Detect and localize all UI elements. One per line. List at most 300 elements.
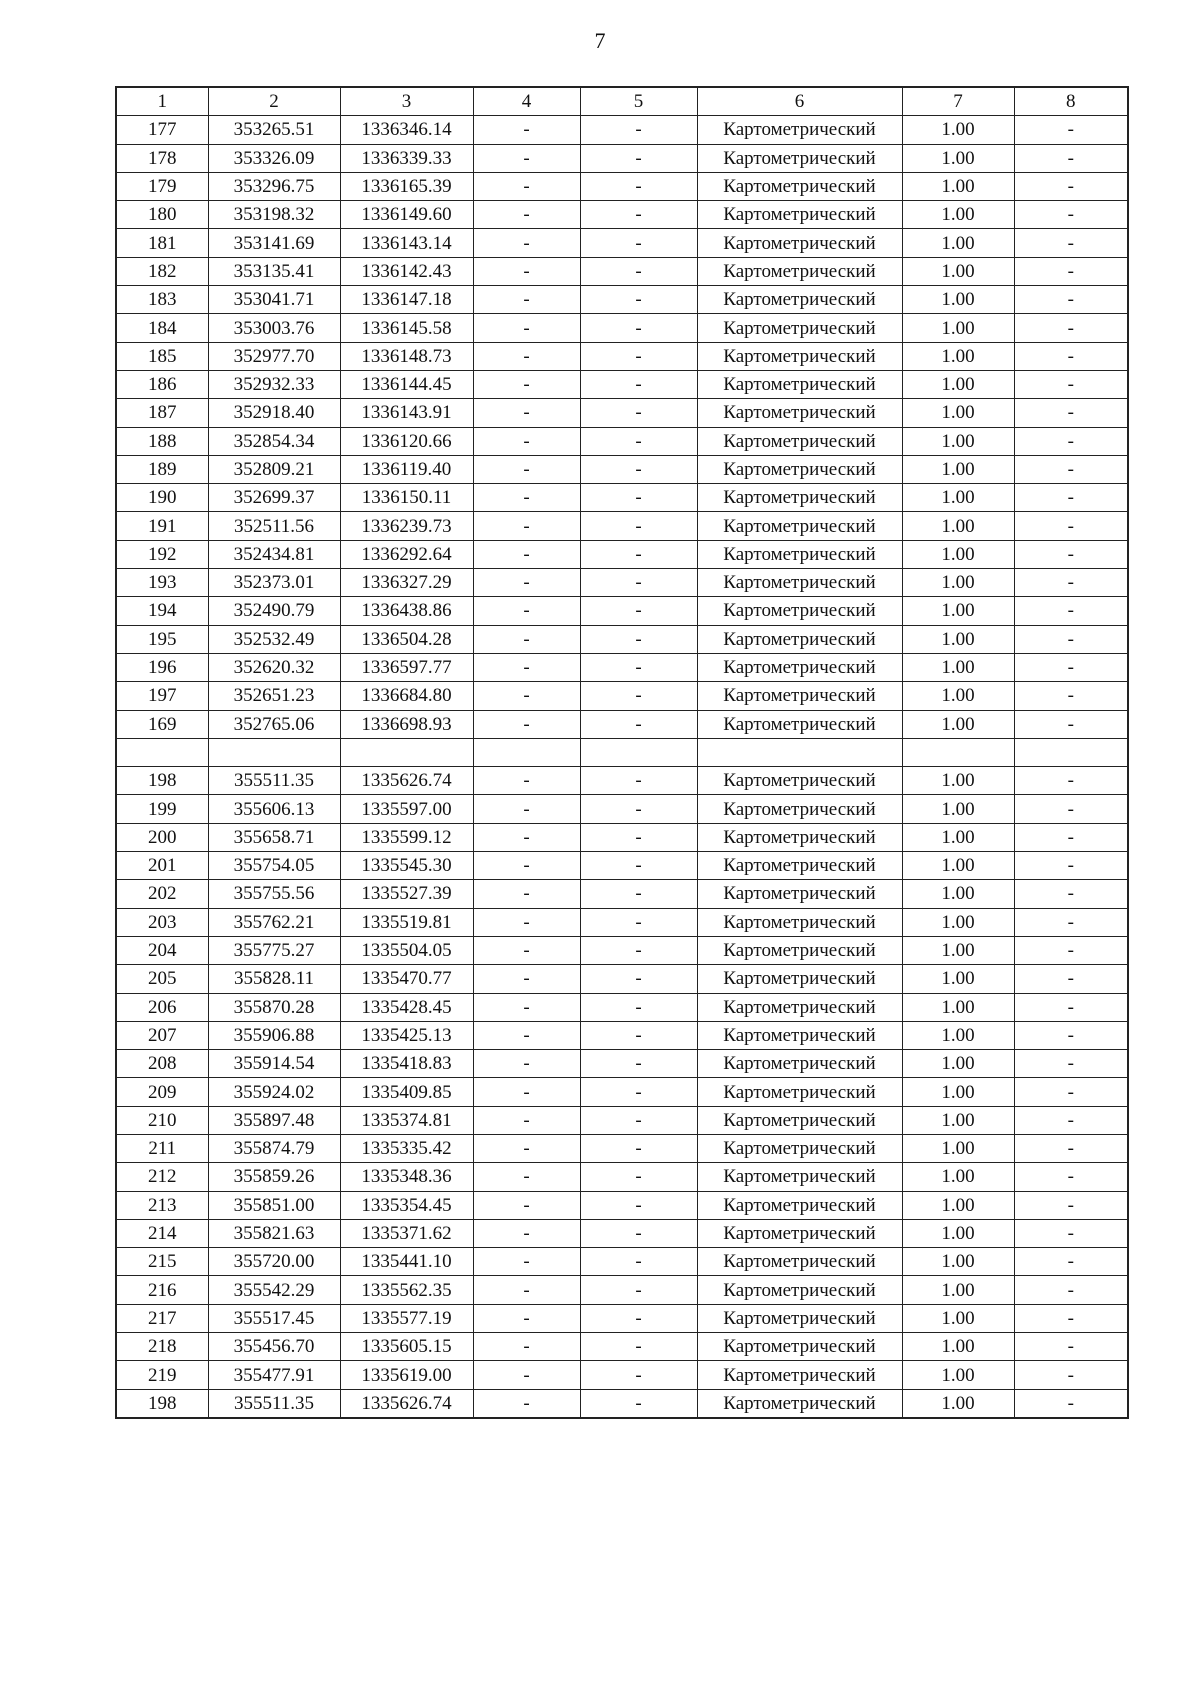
table-cell-col-1: 218 (116, 1333, 208, 1361)
table-cell-col-3: 1335605.15 (340, 1333, 473, 1361)
table-cell-col-4: - (473, 880, 580, 908)
table-cell-col-3: 1336239.73 (340, 512, 473, 540)
table-cell-col-5: - (580, 540, 697, 568)
table-cell-col-5: - (580, 795, 697, 823)
table-cell-col-4: - (473, 427, 580, 455)
table-cell-col-7: 1.00 (902, 1389, 1014, 1418)
table-cell-col-1: 201 (116, 852, 208, 880)
table-cell-col-2: 355755.56 (208, 880, 340, 908)
table-cell-col-8: - (1014, 852, 1128, 880)
table-row (116, 257, 1128, 285)
table-cell-col-1: 188 (116, 427, 208, 455)
table-cell-col-6: Картометрический (697, 795, 902, 823)
table-cell-col-1: 194 (116, 597, 208, 625)
table-cell-col-7: 1.00 (902, 795, 1014, 823)
table-cell-col-2: 355775.27 (208, 936, 340, 964)
table-cell-col-2: 353141.69 (208, 229, 340, 257)
table-cell-col-6: Картометрический (697, 1361, 902, 1389)
table-cell-col-2: 355720.00 (208, 1248, 340, 1276)
table-cell-col-1: 190 (116, 484, 208, 512)
table-cell-col-8: - (1014, 625, 1128, 653)
table-cell-col-3: 1336150.11 (340, 484, 473, 512)
table-cell-col-1: 195 (116, 625, 208, 653)
table-cell-col-8: - (1014, 1134, 1128, 1162)
table-cell-col-1: 193 (116, 569, 208, 597)
table-cell-col-1: 215 (116, 1248, 208, 1276)
table-cell-col-5: - (580, 1021, 697, 1049)
table-cell-col-6: Картометрический (697, 399, 902, 427)
table-cell-col-2: 352699.37 (208, 484, 340, 512)
table-cell-col-1: 179 (116, 172, 208, 200)
table-cell-col-2: 355456.70 (208, 1333, 340, 1361)
table-cell-col-4: - (473, 1248, 580, 1276)
table-row (116, 597, 1128, 625)
table-cell-col-3: 1336149.60 (340, 201, 473, 229)
table-cell-col-1: 199 (116, 795, 208, 823)
table-cell-col-4: - (473, 653, 580, 681)
table-cell-col-8: - (1014, 936, 1128, 964)
table-row (116, 286, 1128, 314)
table-row (116, 399, 1128, 427)
column-header-4: 4 (473, 87, 580, 116)
table-cell-col-6: Картометрический (697, 1106, 902, 1134)
table-cell-col-3: 1335504.05 (340, 936, 473, 964)
table-cell-col-5: - (580, 653, 697, 681)
table-cell-col-7: 1.00 (902, 1219, 1014, 1247)
table-cell-col-5: - (580, 767, 697, 795)
table-cell-col-4: - (473, 201, 580, 229)
table-cell-col-4: - (473, 286, 580, 314)
table-cell-col-5: - (580, 455, 697, 483)
table-cell-col-4: - (473, 1219, 580, 1247)
table-cell-col-7: 1.00 (902, 1050, 1014, 1078)
table-cell-col-7: 1.00 (902, 116, 1014, 144)
table-cell-col-3: 1336339.33 (340, 144, 473, 172)
table-cell-col-8: - (1014, 512, 1128, 540)
table-cell-col-8: - (1014, 1021, 1128, 1049)
table-cell-col-4: - (473, 512, 580, 540)
table-cell-col-6: Картометрический (697, 512, 902, 540)
table-cell-col-4: - (473, 1276, 580, 1304)
table-cell-col-7: 1.00 (902, 625, 1014, 653)
table-cell-col-6: Картометрический (697, 625, 902, 653)
table-row (116, 370, 1128, 398)
table-row (116, 1333, 1128, 1361)
table-cell-col-8 (1014, 738, 1128, 766)
table-cell-col-7: 1.00 (902, 286, 1014, 314)
table-cell-col-5: - (580, 1361, 697, 1389)
table-cell-col-3: 1336504.28 (340, 625, 473, 653)
table-cell-col-7: 1.00 (902, 1078, 1014, 1106)
table-cell-col-6: Картометрический (697, 144, 902, 172)
table-cell-col-1: 183 (116, 286, 208, 314)
table-cell-col-8: - (1014, 1304, 1128, 1332)
table-row (116, 1191, 1128, 1219)
table-cell-col-6: Картометрический (697, 682, 902, 710)
table-cell-col-6: Картометрический (697, 455, 902, 483)
table-cell-col-3: 1335527.39 (340, 880, 473, 908)
table-cell-col-2: 355517.45 (208, 1304, 340, 1332)
table-cell-col-6: Картометрический (697, 597, 902, 625)
table-cell-col-6: Картометрический (697, 484, 902, 512)
table-cell-col-8: - (1014, 257, 1128, 285)
table-cell-col-1: 207 (116, 1021, 208, 1049)
table-cell-col-3: 1335626.74 (340, 1389, 473, 1418)
table-cell-col-1: 177 (116, 116, 208, 144)
table-cell-col-5: - (580, 314, 697, 342)
table-cell-col-2: 355897.48 (208, 1106, 340, 1134)
table-cell-col-7: 1.00 (902, 936, 1014, 964)
table-cell-col-3: 1335470.77 (340, 965, 473, 993)
table-cell-col-1: 169 (116, 710, 208, 738)
table-body (116, 116, 1128, 1418)
table-cell-col-5: - (580, 823, 697, 851)
table-cell-col-6: Картометрический (697, 201, 902, 229)
table-cell-col-2: 355658.71 (208, 823, 340, 851)
table-cell-col-7: 1.00 (902, 1106, 1014, 1134)
table-cell-col-2: 352490.79 (208, 597, 340, 625)
table-cell-col-8: - (1014, 597, 1128, 625)
table-cell-col-1: 216 (116, 1276, 208, 1304)
table-cell-col-6: Картометрический (697, 229, 902, 257)
table-cell-col-6: Картометрический (697, 1276, 902, 1304)
table-cell-col-3: 1335619.00 (340, 1361, 473, 1389)
table-row (116, 172, 1128, 200)
table-cell-col-8: - (1014, 908, 1128, 936)
table-cell-col-6: Картометрический (697, 1248, 902, 1276)
table-cell-col-7: 1.00 (902, 965, 1014, 993)
table-cell-col-7: 1.00 (902, 569, 1014, 597)
table-cell-col-5: - (580, 116, 697, 144)
table-cell-col-4: - (473, 314, 580, 342)
table-cell-col-2: 355828.11 (208, 965, 340, 993)
table-row (116, 1078, 1128, 1106)
table-cell-col-8: - (1014, 880, 1128, 908)
table-cell-col-2: 355606.13 (208, 795, 340, 823)
table-cell-col-5: - (580, 597, 697, 625)
table-cell-col-4: - (473, 172, 580, 200)
table-cell-col-1: 184 (116, 314, 208, 342)
table-cell-col-7: 1.00 (902, 1333, 1014, 1361)
table-cell-col-6: Картометрический (697, 1333, 902, 1361)
table-cell-col-4: - (473, 908, 580, 936)
table-cell-col-3: 1335441.10 (340, 1248, 473, 1276)
table-cell-col-2: 355754.05 (208, 852, 340, 880)
table-row (116, 144, 1128, 172)
table-cell-col-4: - (473, 795, 580, 823)
table-cell-col-6: Картометрический (697, 1191, 902, 1219)
table-cell-col-3: 1335545.30 (340, 852, 473, 880)
table-cell-col-8: - (1014, 1050, 1128, 1078)
table-cell-col-1: 181 (116, 229, 208, 257)
table-cell-col-1: 180 (116, 201, 208, 229)
table-row (116, 116, 1128, 144)
table-row (116, 1276, 1128, 1304)
table-cell-col-7: 1.00 (902, 1304, 1014, 1332)
table-header-row (116, 87, 1128, 116)
table-cell-col-4: - (473, 1304, 580, 1332)
table-cell-col-3: 1335519.81 (340, 908, 473, 936)
table-cell-col-8: - (1014, 993, 1128, 1021)
table-cell-col-2: 353003.76 (208, 314, 340, 342)
table-cell-col-4: - (473, 1163, 580, 1191)
table-cell-col-3: 1336148.73 (340, 342, 473, 370)
table-cell-col-5: - (580, 144, 697, 172)
table-cell-col-4: - (473, 993, 580, 1021)
table-cell-col-7: 1.00 (902, 597, 1014, 625)
table-cell-col-1: 200 (116, 823, 208, 851)
table-cell-col-3: 1336346.14 (340, 116, 473, 144)
table-cell-col-4 (473, 738, 580, 766)
table-cell-col-8: - (1014, 653, 1128, 681)
table-cell-col-3: 1335626.74 (340, 767, 473, 795)
table-cell-col-4: - (473, 229, 580, 257)
table-cell-col-7: 1.00 (902, 172, 1014, 200)
table-cell-col-3: 1336165.39 (340, 172, 473, 200)
table-cell-col-2: 352434.81 (208, 540, 340, 568)
table-cell-col-1: 198 (116, 767, 208, 795)
table-cell-col-4: - (473, 625, 580, 653)
table-cell-col-2: 352373.01 (208, 569, 340, 597)
table-cell-col-5: - (580, 172, 697, 200)
table-row (116, 512, 1128, 540)
table-cell-col-2: 355924.02 (208, 1078, 340, 1106)
table-cell-col-6: Картометрический (697, 257, 902, 285)
table-row (116, 653, 1128, 681)
table-cell-col-3: 1336147.18 (340, 286, 473, 314)
column-header-8: 8 (1014, 87, 1128, 116)
page-number: 7 (594, 28, 606, 53)
table-cell-col-3: 1336142.43 (340, 257, 473, 285)
table-cell-col-5: - (580, 1163, 697, 1191)
table-cell-col-1: 203 (116, 908, 208, 936)
table-cell-col-3: 1335371.62 (340, 1219, 473, 1247)
table-cell-col-3: 1336143.91 (340, 399, 473, 427)
table-cell-col-2: 355859.26 (208, 1163, 340, 1191)
table-cell-col-4: - (473, 767, 580, 795)
table-cell-col-7: 1.00 (902, 710, 1014, 738)
table-cell-col-5: - (580, 229, 697, 257)
table-cell-col-1: 192 (116, 540, 208, 568)
table-cell-col-6: Картометрический (697, 286, 902, 314)
table-cell-col-2: 352765.06 (208, 710, 340, 738)
table-cell-col-7: 1.00 (902, 653, 1014, 681)
table-cell-col-6: Картометрический (697, 710, 902, 738)
table-cell-col-8: - (1014, 314, 1128, 342)
table-row (116, 1248, 1128, 1276)
table-cell-col-4: - (473, 597, 580, 625)
table-cell-col-5: - (580, 286, 697, 314)
table-cell-col-5: - (580, 710, 697, 738)
table-cell-col-2: 352511.56 (208, 512, 340, 540)
table-cell-col-2: 352932.33 (208, 370, 340, 398)
table-cell-col-3: 1335562.35 (340, 1276, 473, 1304)
table-cell-col-7 (902, 738, 1014, 766)
table-cell-col-5: - (580, 908, 697, 936)
table-cell-col-2: 353135.41 (208, 257, 340, 285)
table-cell-col-8: - (1014, 1389, 1128, 1418)
table-cell-col-6: Картометрический (697, 314, 902, 342)
table-cell-col-8: - (1014, 229, 1128, 257)
table-row (116, 484, 1128, 512)
table-cell-col-6: Картометрический (697, 427, 902, 455)
table-cell-col-5: - (580, 1389, 697, 1418)
table-cell-col-8: - (1014, 1191, 1128, 1219)
table-cell-col-6: Картометрический (697, 1050, 902, 1078)
table-row (116, 880, 1128, 908)
column-header-5: 5 (580, 87, 697, 116)
table-cell-col-4: - (473, 710, 580, 738)
table-cell-col-7: 1.00 (902, 823, 1014, 851)
table-cell-col-7: 1.00 (902, 455, 1014, 483)
table-cell-col-6: Картометрический (697, 1389, 902, 1418)
table-cell-col-6: Картометрический (697, 172, 902, 200)
table-cell-col-8: - (1014, 682, 1128, 710)
table-cell-col-1: 213 (116, 1191, 208, 1219)
table-cell-col-3: 1335335.42 (340, 1134, 473, 1162)
table-row (116, 767, 1128, 795)
table-row (116, 1163, 1128, 1191)
table-row (116, 342, 1128, 370)
table-cell-col-4: - (473, 569, 580, 597)
table-cell-col-6: Картометрический (697, 116, 902, 144)
column-header-6: 6 (697, 87, 902, 116)
table-cell-col-3: 1335374.81 (340, 1106, 473, 1134)
table-cell-col-6: Картометрический (697, 1134, 902, 1162)
table-cell-col-8: - (1014, 795, 1128, 823)
table-cell-col-5: - (580, 1134, 697, 1162)
table-cell-col-3: 1336120.66 (340, 427, 473, 455)
table-cell-col-8: - (1014, 540, 1128, 568)
table-cell-col-1: 178 (116, 144, 208, 172)
table-row (116, 455, 1128, 483)
table-row (116, 314, 1128, 342)
table-cell-col-1: 187 (116, 399, 208, 427)
table-cell-col-6: Картометрический (697, 653, 902, 681)
table-cell-col-7: 1.00 (902, 852, 1014, 880)
table-row (116, 625, 1128, 653)
table-row (116, 1021, 1128, 1049)
table-cell-col-1: 182 (116, 257, 208, 285)
table-cell-col-2: 352854.34 (208, 427, 340, 455)
table-cell-col-7: 1.00 (902, 767, 1014, 795)
table-cell-col-6: Картометрический (697, 965, 902, 993)
table-cell-col-6: Картометрический (697, 1078, 902, 1106)
table-cell-col-8: - (1014, 1163, 1128, 1191)
table-cell-col-7: 1.00 (902, 512, 1014, 540)
table-cell-col-7: 1.00 (902, 880, 1014, 908)
table-cell-col-4: - (473, 936, 580, 964)
table-cell-col-2: 352918.40 (208, 399, 340, 427)
table-cell-col-6: Картометрический (697, 823, 902, 851)
column-header-7: 7 (902, 87, 1014, 116)
table-cell-col-5: - (580, 1191, 697, 1219)
table-cell-col-6: Картометрический (697, 569, 902, 597)
table-cell-col-3: 1336597.77 (340, 653, 473, 681)
table-cell-col-7: 1.00 (902, 399, 1014, 427)
table-cell-col-5: - (580, 880, 697, 908)
table-cell-col-1: 198 (116, 1389, 208, 1418)
table-cell-col-3: 1335354.45 (340, 1191, 473, 1219)
table-cell-col-3: 1335348.36 (340, 1163, 473, 1191)
table-cell-col-3: 1335409.85 (340, 1078, 473, 1106)
table-cell-col-7: 1.00 (902, 1191, 1014, 1219)
table-cell-col-4: - (473, 1389, 580, 1418)
table-cell-col-1: 206 (116, 993, 208, 1021)
table-cell-col-5: - (580, 370, 697, 398)
table-cell-col-3 (340, 738, 473, 766)
table-cell-col-6: Картометрический (697, 936, 902, 964)
table-cell-col-8: - (1014, 201, 1128, 229)
table-cell-col-8: - (1014, 455, 1128, 483)
table-cell-col-4: - (473, 540, 580, 568)
table-cell-col-8: - (1014, 1248, 1128, 1276)
table-cell-col-5: - (580, 1219, 697, 1247)
table-cell-col-4: - (473, 1134, 580, 1162)
table-cell-col-5: - (580, 1276, 697, 1304)
table-cell-col-5: - (580, 427, 697, 455)
table-cell-col-7: 1.00 (902, 342, 1014, 370)
table-row (116, 795, 1128, 823)
table-cell-col-4: - (473, 116, 580, 144)
table-cell-col-2: 355851.00 (208, 1191, 340, 1219)
table-cell-col-5: - (580, 1050, 697, 1078)
table-cell-col-3: 1335577.19 (340, 1304, 473, 1332)
table-cell-col-1: 191 (116, 512, 208, 540)
table-cell-col-2: 352809.21 (208, 455, 340, 483)
table-row (116, 1106, 1128, 1134)
table-cell-col-6: Картометрический (697, 908, 902, 936)
table-cell-col-8: - (1014, 569, 1128, 597)
table-cell-col-3: 1336145.58 (340, 314, 473, 342)
table-cell-col-2: 355511.35 (208, 1389, 340, 1418)
table-cell-col-1 (116, 738, 208, 766)
table-cell-col-4: - (473, 399, 580, 427)
table-cell-col-7: 1.00 (902, 144, 1014, 172)
table-cell-col-1: 185 (116, 342, 208, 370)
table-cell-col-1: 211 (116, 1134, 208, 1162)
table-cell-col-3: 1335597.00 (340, 795, 473, 823)
table-cell-col-2: 352620.32 (208, 653, 340, 681)
table-cell-col-2: 355542.29 (208, 1276, 340, 1304)
table-cell-col-1: 205 (116, 965, 208, 993)
table-cell-col-5: - (580, 1304, 697, 1332)
table-cell-col-2: 353265.51 (208, 116, 340, 144)
table-cell-col-2: 352532.49 (208, 625, 340, 653)
table-cell-col-6: Картометрический (697, 540, 902, 568)
table-cell-col-3: 1336327.29 (340, 569, 473, 597)
table-cell-col-2: 355762.21 (208, 908, 340, 936)
table-cell-col-3: 1336698.93 (340, 710, 473, 738)
table-cell-col-8: - (1014, 370, 1128, 398)
table-cell-col-2: 353041.71 (208, 286, 340, 314)
table-cell-col-7: 1.00 (902, 1163, 1014, 1191)
table-cell-col-5: - (580, 201, 697, 229)
table-cell-col-2: 355477.91 (208, 1361, 340, 1389)
table-cell-col-5: - (580, 625, 697, 653)
table-cell-col-4: - (473, 1021, 580, 1049)
table-cell-col-2: 355870.28 (208, 993, 340, 1021)
table-cell-col-5: - (580, 342, 697, 370)
table-cell-col-2: 355821.63 (208, 1219, 340, 1247)
table-cell-col-8: - (1014, 1361, 1128, 1389)
table-cell-col-3: 1335428.45 (340, 993, 473, 1021)
table-cell-col-4: - (473, 1361, 580, 1389)
table-cell-col-1: 217 (116, 1304, 208, 1332)
table-cell-col-6: Картометрический (697, 1163, 902, 1191)
table-cell-col-4: - (473, 144, 580, 172)
table-cell-col-5: - (580, 257, 697, 285)
